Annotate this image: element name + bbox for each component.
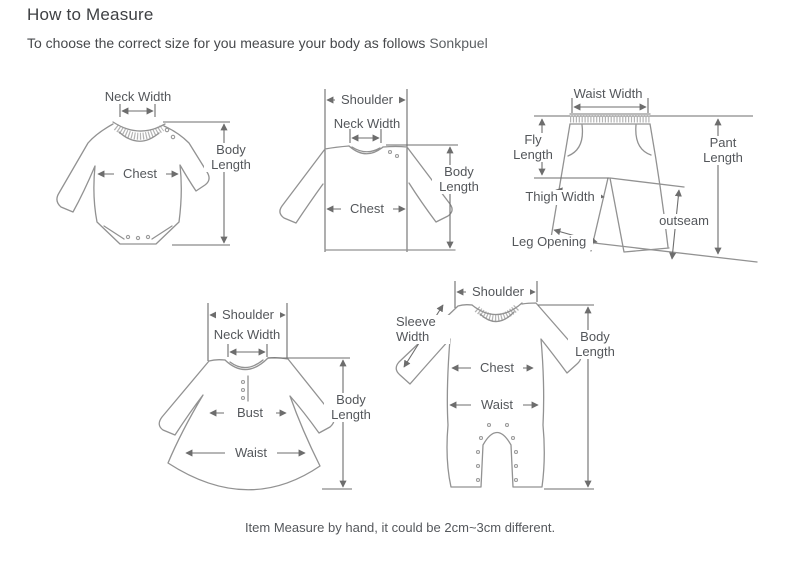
- dress-body-length-label: Body Length: [324, 393, 378, 422]
- shirt-body-length-label: Body Length: [432, 165, 486, 194]
- romper-sleeve-width-label: Sleeve Width: [394, 315, 450, 344]
- subtitle-text: To choose the correct size for you measure your body as follows: [27, 35, 426, 51]
- romper-body-length-label: Body Length: [568, 330, 622, 359]
- bodysuit-chest-label: Chest: [114, 167, 166, 182]
- page-subtitle: [27, 35, 488, 51]
- pants-waist-width-label: Waist Width: [573, 86, 643, 101]
- romper-chest-label: Chest: [471, 361, 523, 376]
- dress-neck-width-label: Neck Width: [213, 327, 281, 342]
- pants-fly-length-label: Fly Length: [508, 133, 558, 162]
- measure-tolerance-note: Item Measure by hand, it could be 2cm~3cm different.: [244, 520, 556, 535]
- pants-thigh-width-label: Thigh Width: [519, 190, 601, 205]
- pants-leg-opening-label: Leg Opening: [505, 235, 593, 250]
- bodysuit-body-length-label: Body Length: [204, 143, 258, 172]
- pants-pant-length-label: Pant Length: [696, 136, 750, 165]
- bodysuit-neck-width-label: Neck Width: [104, 89, 172, 104]
- shirt-shoulder-label: Shoulder: [335, 93, 399, 108]
- romper-shoulder-label: Shoulder: [466, 285, 530, 300]
- dress-waist-label: Waist: [225, 446, 277, 461]
- dress-shoulder-label: Shoulder: [216, 308, 280, 323]
- dress-bust-label: Bust: [224, 406, 276, 421]
- pants-outseam-label: outseam: [654, 214, 714, 229]
- shirt-chest-label: Chest: [341, 202, 393, 217]
- page-title: How to Measure: [27, 5, 154, 24]
- romper-drawing: [396, 281, 594, 489]
- shirt-neck-width-label: Neck Width: [333, 116, 401, 131]
- romper-waist-label: Waist: [471, 398, 523, 413]
- brand-name: Sonkpuel: [429, 35, 488, 51]
